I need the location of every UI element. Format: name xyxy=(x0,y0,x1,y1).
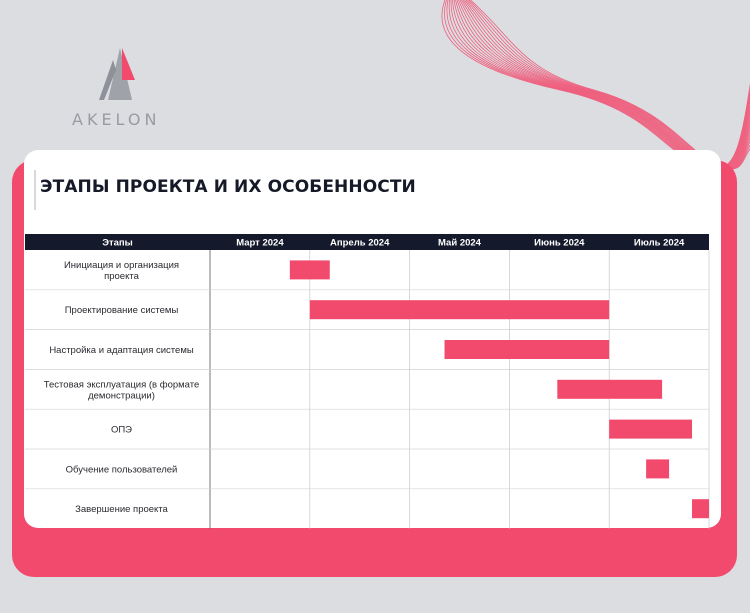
task-label: демонстрации) xyxy=(88,390,155,402)
task-label: Завершение проекта xyxy=(75,504,168,516)
header-cell-month: Май 2024 xyxy=(438,237,481,249)
task-label: Обучение пользователей xyxy=(65,464,178,476)
task-bar xyxy=(646,459,669,478)
header-cell-stages: Этапы xyxy=(102,237,133,249)
task-bar xyxy=(609,420,692,439)
header-cell-month: Июль 2024 xyxy=(633,237,685,249)
header-cell-month: Март 2024 xyxy=(236,237,284,249)
task-label: Тестовая эксплуатация (в формате xyxy=(43,379,200,391)
task-bar xyxy=(445,340,610,359)
task-label: Инициация и организация xyxy=(63,259,180,271)
task-bar xyxy=(290,260,330,279)
task-bar xyxy=(310,300,609,319)
header-cell-month: Апрель 2024 xyxy=(330,237,390,249)
task-label: Проектирование системы xyxy=(64,305,179,317)
task-bar xyxy=(557,380,662,399)
task-bar xyxy=(692,499,709,518)
header-cell-month: Июнь 2024 xyxy=(534,237,585,249)
task-label: ОПЭ xyxy=(110,424,133,436)
logo-wordmark: AKELON xyxy=(72,110,161,129)
task-label: Настройка и адаптация системы xyxy=(49,345,194,356)
task-label: проекта xyxy=(104,270,139,282)
page-title: ЭТАПЫ ПРОЕКТА И ИХ ОСОБЕННОСТИ xyxy=(40,177,416,197)
